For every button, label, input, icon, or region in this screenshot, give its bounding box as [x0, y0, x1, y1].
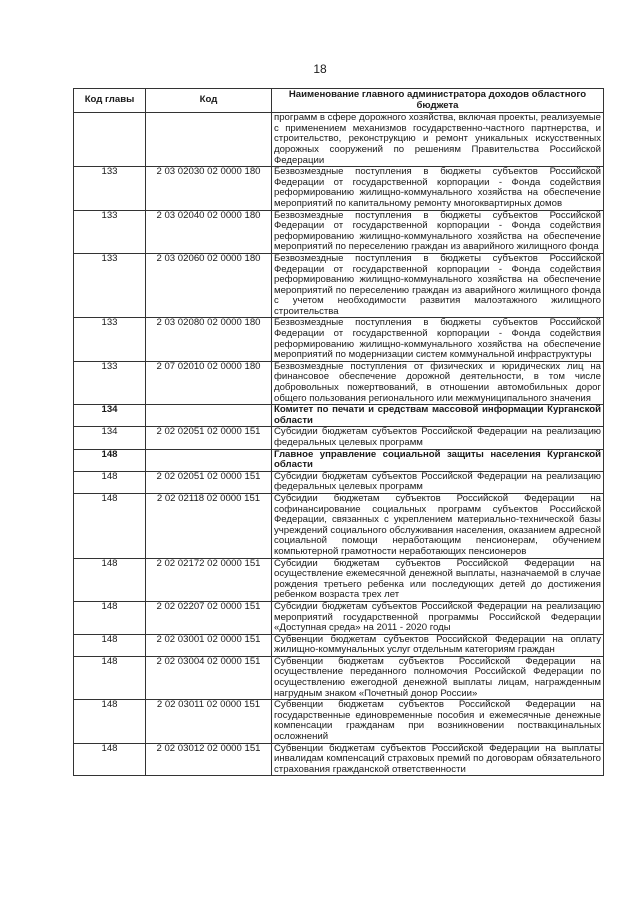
code-cell: [146, 113, 272, 167]
code-cell: 2 03 02080 02 0000 180: [146, 318, 272, 361]
name-cell: Субвенции бюджетам субъектов Российской Федерации на оплату жилищно-коммунальных услуг отдельным категориям граждан: [272, 634, 604, 656]
table-row: [74, 601, 604, 634]
name-cell: Субвенции бюджетам субъектов Российской Федерации на осуществление переданного полномочия Российской Федерации по осуществлению ежегодной денежной выплаты лицам, награжденным нагрудным знаком «Почетный донор России»: [272, 656, 604, 699]
code-cell: 2 02 02207 02 0000 151: [146, 601, 272, 634]
chapter-cell: 148: [74, 700, 146, 743]
chapter-cell: 148: [74, 743, 146, 776]
table-row: [74, 253, 604, 318]
chapter-cell: 134: [74, 405, 146, 427]
code-cell: 2 02 02172 02 0000 151: [146, 558, 272, 601]
chapter-cell: 133: [74, 318, 146, 361]
column-header-chapter: Код главы: [74, 89, 146, 113]
column-header-name: Наименование главного администратора доходов областного бюджета: [272, 89, 604, 113]
code-cell: [146, 405, 272, 427]
code-cell: 2 03 02060 02 0000 180: [146, 253, 272, 318]
budget-administrators-table: [73, 88, 604, 776]
code-cell: 2 02 03011 02 0000 151: [146, 700, 272, 743]
chapter-cell: [74, 113, 146, 167]
name-cell: программ в сфере дорожного хозяйства, включая проекты, реализуемые с применением механизмов государственно-частного партнерства, и строительство, реконструкцию и ремонт уникальных искусственных дорожных сооружений по решениям Правительства Российской Федерации: [272, 113, 604, 167]
table-header-row: [74, 89, 604, 113]
name-cell: Комитет по печати и средствам массовой информации Курганской области: [272, 405, 604, 427]
chapter-cell: 133: [74, 210, 146, 253]
code-cell: 2 03 02040 02 0000 180: [146, 210, 272, 253]
table-row: [74, 656, 604, 699]
chapter-cell: 148: [74, 558, 146, 601]
table-row: [74, 405, 604, 427]
chapter-cell: 148: [74, 634, 146, 656]
name-cell: Безвозмездные поступления в бюджеты субъектов Российской Федерации от государственной корпорации - Фонда содействия реформированию жилищно-коммунального хозяйства на обеспечение мероприятий по переселению граждан из аварийного жилищного фонда с учетом необходимости развития малоэтажного жилищного строительства: [272, 253, 604, 318]
table-row: [74, 743, 604, 776]
table-row: [74, 471, 604, 493]
table-row: [74, 113, 604, 167]
table-row: [74, 167, 604, 210]
code-cell: 2 02 03004 02 0000 151: [146, 656, 272, 699]
name-cell: Главное управление социальной защиты населения Курганской области: [272, 449, 604, 471]
table-row: [74, 318, 604, 361]
name-cell: Субвенции бюджетам субъектов Российской Федерации на государственные единовременные пособия и ежемесячные денежные компенсации гражданам при возникновении поствакцинальных осложнений: [272, 700, 604, 743]
chapter-cell: 148: [74, 449, 146, 471]
table-row: [74, 493, 604, 558]
code-cell: 2 02 03001 02 0000 151: [146, 634, 272, 656]
name-cell: Субсидии бюджетам субъектов Российской Федерации на осуществление ежемесячной денежной выплаты, назначаемой в случае рождения третьего ребенка или последующих детей до достижения ребенком возраста трех лет: [272, 558, 604, 601]
table-row: [74, 361, 604, 404]
table-row: [74, 449, 604, 471]
table-row: [74, 210, 604, 253]
column-header-code: Код: [146, 89, 272, 113]
chapter-cell: 133: [74, 361, 146, 404]
chapter-cell: 133: [74, 253, 146, 318]
code-cell: 2 02 02051 02 0000 151: [146, 427, 272, 449]
name-cell: Субсидии бюджетам субъектов Российской Федерации на реализацию мероприятий государственной программы Российской Федерации «Доступная среда» на 2011 - 2020 годы: [272, 601, 604, 634]
code-cell: 2 07 02010 02 0000 180: [146, 361, 272, 404]
chapter-cell: 148: [74, 493, 146, 558]
name-cell: Безвозмездные поступления в бюджеты субъектов Российской Федерации от государственной корпорации - Фонда содействия реформированию жилищно-коммунального хозяйства на обеспечение мероприятий по переселению граждан из аварийного жилищного фонда: [272, 210, 604, 253]
name-cell: Субсидии бюджетам субъектов Российской Федерации на реализацию федеральных целевых программ: [272, 471, 604, 493]
code-cell: 2 02 02051 02 0000 151: [146, 471, 272, 493]
code-cell: 2 03 02030 02 0000 180: [146, 167, 272, 210]
name-cell: Безвозмездные поступления от физических и юридических лиц на финансовое обеспечение дорожной деятельности, в том числе добровольных пожертвований, в отношении автомобильных дорог общего пользования регионального или межмуниципального значения: [272, 361, 604, 404]
name-cell: Субсидии бюджетам субъектов Российской Федерации на реализацию федеральных целевых программ: [272, 427, 604, 449]
table-row: [74, 700, 604, 743]
code-cell: 2 02 02118 02 0000 151: [146, 493, 272, 558]
chapter-cell: 148: [74, 656, 146, 699]
code-cell: 2 02 03012 02 0000 151: [146, 743, 272, 776]
name-cell: Безвозмездные поступления в бюджеты субъектов Российской Федерации от государственной корпорации - Фонда содействия реформированию жилищно-коммунального хозяйства на обеспечение мероприятий по модернизации систем коммунальной инфраструктуры: [272, 318, 604, 361]
table-row: [74, 427, 604, 449]
name-cell: Безвозмездные поступления в бюджеты субъектов Российской Федерации от государственной корпорации - Фонда содействия реформированию жилищно-коммунального хозяйства на обеспечение мероприятий по капитальному ремонту многоквартирных домов: [272, 167, 604, 210]
chapter-cell: 134: [74, 427, 146, 449]
chapter-cell: 133: [74, 167, 146, 210]
name-cell: Субвенции бюджетам субъектов Российской Федерации на выплаты инвалидам компенсаций страховых премий по договорам обязательного страхования гражданской ответственности: [272, 743, 604, 776]
name-cell: Субсидии бюджетам субъектов Российской Федерации на софинансирование социальных программ субъектов Российской Федерации, связанных с укреплением материально-технической базы учреждений социального обслуживания населения, оказанием адресной социальной помощи неработающим пенсионерам, обучением компьютерной грамотности неработающих пенсионеров: [272, 493, 604, 558]
chapter-cell: 148: [74, 471, 146, 493]
table-row: [74, 634, 604, 656]
code-cell: [146, 449, 272, 471]
page-number: 18: [313, 62, 327, 76]
chapter-cell: 148: [74, 601, 146, 634]
table-row: [74, 558, 604, 601]
